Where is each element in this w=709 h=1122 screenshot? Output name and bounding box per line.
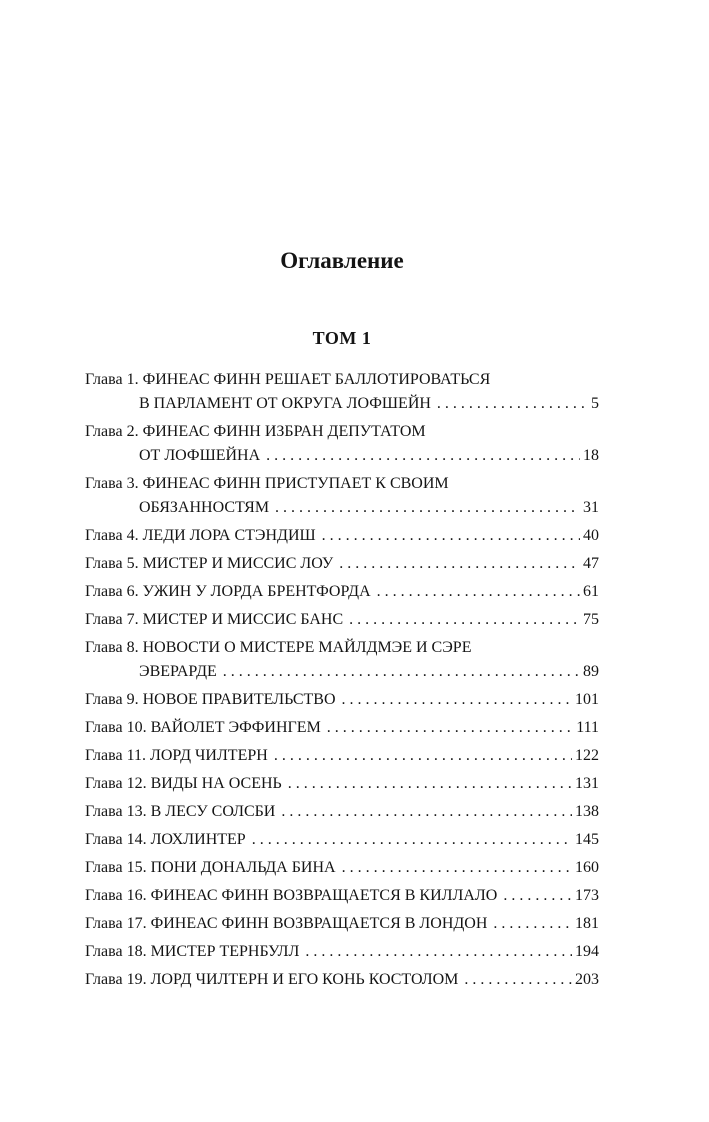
page-number: 131 xyxy=(575,775,599,792)
page-number: 89 xyxy=(583,663,599,680)
toc-entry xyxy=(85,608,599,632)
toc-entry-line xyxy=(85,828,599,852)
toc-entry-line xyxy=(85,912,599,936)
toc-entry-title: В ПАРЛАМЕНТ ОТ ОКРУГА ЛОФШЕЙН xyxy=(139,395,431,412)
toc-entry-line xyxy=(85,580,599,604)
dot-leader xyxy=(274,744,572,768)
toc-entry-title: ОТ ЛОФШЕЙНА xyxy=(139,447,261,464)
page-number: 173 xyxy=(575,887,599,904)
dot-leader xyxy=(342,688,572,712)
page-number: 145 xyxy=(575,831,599,848)
toc-entry-title: Глава 19. ЛОРД ЧИЛТЕРН И ЕГО КОНЬ КОСТОЛОМ xyxy=(85,971,459,988)
dot-leader xyxy=(327,716,573,740)
page-number: 194 xyxy=(575,943,599,960)
page-number: 75 xyxy=(583,611,599,628)
page-number: 101 xyxy=(575,691,599,708)
toc-entry-title: Глава 18. МИСТЕР ТЕРНБУЛЛ xyxy=(85,943,300,960)
toc-entry-line xyxy=(85,444,599,468)
toc-entry xyxy=(85,688,599,712)
toc-entry-title: Глава 16. ФИНЕАС ФИНН ВОЗВРАЩАЕТСЯ В КИЛЛАЛО xyxy=(85,887,498,904)
page-number: 18 xyxy=(583,447,599,464)
toc-entry xyxy=(85,472,599,520)
page-number: 111 xyxy=(576,719,599,736)
toc-entry-line xyxy=(85,472,599,496)
dot-leader xyxy=(223,660,580,684)
toc-entry-line xyxy=(85,772,599,796)
toc-entry xyxy=(85,884,599,908)
toc-entry-title: Глава 2. ФИНЕАС ФИНН ИЗБРАН ДЕПУТАТОМ xyxy=(85,423,426,440)
toc-entry-line xyxy=(85,368,599,392)
page-number: 47 xyxy=(583,555,599,572)
toc-entry-title: Глава 10. ВАЙОЛЕТ ЭФФИНГЕМ xyxy=(85,719,321,736)
toc-entry-title: ЭВЕРАРДЕ xyxy=(139,663,217,680)
toc-entry-line xyxy=(85,660,599,684)
dot-leader xyxy=(252,828,572,852)
toc-entry xyxy=(85,420,599,468)
toc-entry xyxy=(85,552,599,576)
toc-entry-line xyxy=(85,420,599,444)
toc-entry-line xyxy=(85,524,599,548)
dot-leader xyxy=(275,496,580,520)
page-number: 40 xyxy=(583,527,599,544)
toc-entry-line xyxy=(85,716,599,740)
page-number: 138 xyxy=(575,803,599,820)
toc-entry-line xyxy=(85,940,599,964)
toc-entry xyxy=(85,716,599,740)
toc-entry xyxy=(85,636,599,684)
toc-entry-title: Глава 13. В ЛЕСУ СОЛСБИ xyxy=(85,803,276,820)
toc-entry-title: ОБЯЗАННОСТЯМ xyxy=(139,499,270,516)
dot-leader xyxy=(464,968,572,992)
toc-entry-title: Глава 15. ПОНИ ДОНАЛЬДА БИНА xyxy=(85,859,336,876)
page-number: 31 xyxy=(583,499,599,516)
toc-entry xyxy=(85,940,599,964)
page-number: 160 xyxy=(575,859,599,876)
dot-leader xyxy=(349,608,580,632)
dot-leader xyxy=(322,524,580,548)
toc-entry-title: Глава 14. ЛОХЛИНТЕР xyxy=(85,831,246,848)
dot-leader xyxy=(288,772,572,796)
toc-entry-line xyxy=(85,800,599,824)
toc-entry-title: Глава 5. МИСТЕР И МИССИС ЛОУ xyxy=(85,555,334,572)
toc-entry-title: Глава 7. МИСТЕР И МИССИС БАНС xyxy=(85,611,344,628)
toc-entry xyxy=(85,828,599,852)
dot-leader xyxy=(339,552,580,576)
toc-entry xyxy=(85,772,599,796)
dot-leader xyxy=(377,580,580,604)
dot-leader xyxy=(342,856,572,880)
toc-entry-title: Глава 3. ФИНЕАС ФИНН ПРИСТУПАЕТ К СВОИМ xyxy=(85,475,449,492)
toc-entry xyxy=(85,580,599,604)
toc-entry-line xyxy=(85,496,599,520)
toc-list xyxy=(85,368,599,992)
toc-entry-line xyxy=(85,688,599,712)
toc-entry xyxy=(85,856,599,880)
toc-entry-title: Глава 11. ЛОРД ЧИЛТЕРН xyxy=(85,747,268,764)
page-number: 181 xyxy=(575,915,599,932)
toc-entry-line xyxy=(85,608,599,632)
page-title: Оглавление xyxy=(280,248,404,273)
toc-entry-title: Глава 6. УЖИН У ЛОРДА БРЕНТФОРДА xyxy=(85,583,371,600)
toc-entry-line xyxy=(85,968,599,992)
toc-entry xyxy=(85,912,599,936)
toc-entry-line xyxy=(85,392,599,416)
toc-entry-line xyxy=(85,744,599,768)
toc-entry xyxy=(85,968,599,992)
volume-heading: ТОМ 1 xyxy=(312,328,372,348)
toc-entry xyxy=(85,368,599,416)
toc-entry xyxy=(85,524,599,548)
toc-entry-line xyxy=(85,884,599,908)
toc-entry xyxy=(85,744,599,768)
toc-entry xyxy=(85,800,599,824)
toc-entry-title: Глава 9. НОВОЕ ПРАВИТЕЛЬСТВО xyxy=(85,691,336,708)
page-number: 5 xyxy=(591,395,599,412)
dot-leader xyxy=(305,940,572,964)
toc-entry-line xyxy=(85,552,599,576)
dot-leader xyxy=(281,800,572,824)
toc-entry-title: Глава 8. НОВОСТИ О МИСТЕРЕ МАЙЛДМЭЕ И СЭРЕ xyxy=(85,639,472,656)
page-number: 122 xyxy=(575,747,599,764)
toc-entry-title: Глава 1. ФИНЕАС ФИНН РЕШАЕТ БАЛЛОТИРОВАТЬСЯ xyxy=(85,371,491,388)
dot-leader xyxy=(493,912,572,936)
toc-entry-title: Глава 17. ФИНЕАС ФИНН ВОЗВРАЩАЕТСЯ В ЛОНДОН xyxy=(85,915,488,932)
toc-entry-title: Глава 4. ЛЕДИ ЛОРА СТЭНДИШ xyxy=(85,527,316,544)
page-number: 61 xyxy=(583,583,599,600)
toc-entry-line xyxy=(85,856,599,880)
toc-entry-line xyxy=(85,636,599,660)
page-number: 203 xyxy=(575,971,599,988)
dot-leader xyxy=(437,392,588,416)
dot-leader xyxy=(503,884,572,908)
toc-entry-title: Глава 12. ВИДЫ НА ОСЕНЬ xyxy=(85,775,282,792)
dot-leader xyxy=(266,444,580,468)
